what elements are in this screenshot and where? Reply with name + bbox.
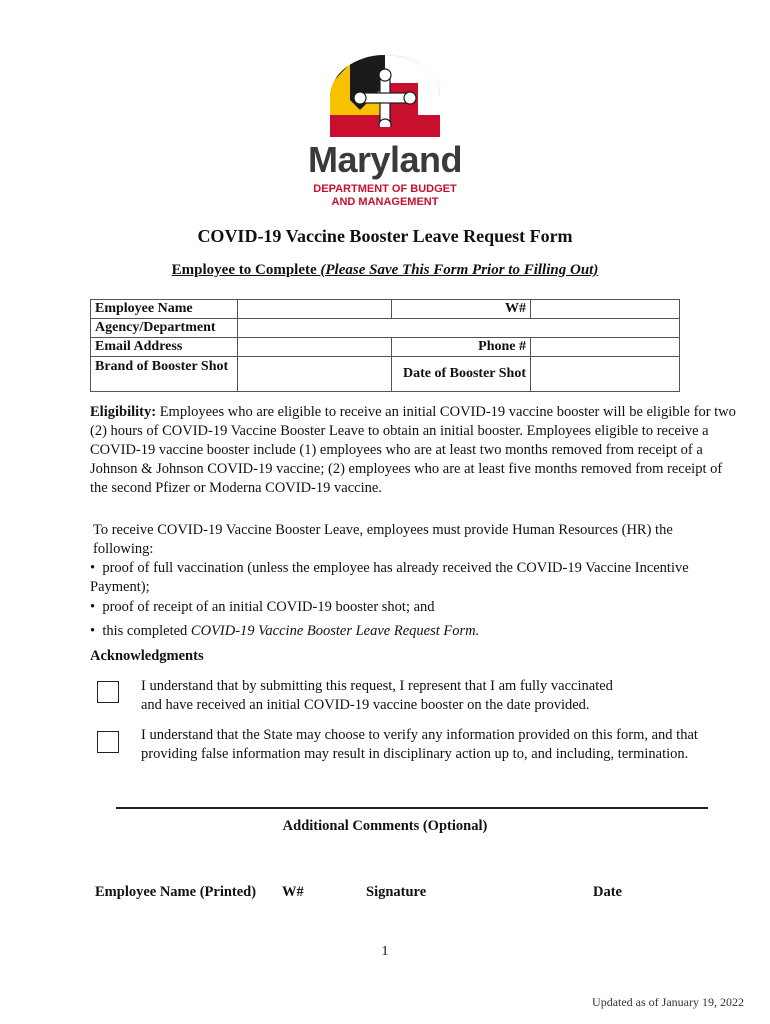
- requirements-section: [90, 521, 740, 641]
- agency-label: Agency/Department: [91, 319, 238, 338]
- logo-dept-line1: DEPARTMENT OF BUDGET: [313, 183, 457, 195]
- subtitle-main: Employee to Complete: [171, 262, 321, 278]
- employee-name-field[interactable]: [238, 300, 392, 319]
- bullet1-text: proof of full vaccination (unless the employee has already received the COVID-19 Vaccine Incentive: [102, 560, 689, 576]
- ack1-checkbox[interactable]: [97, 681, 119, 703]
- sig-signature-label: Signature: [366, 884, 427, 900]
- sig-employee-name-label: Employee Name (Printed): [95, 884, 257, 900]
- updated-date: Updated as of January 19, 2022: [592, 995, 744, 1009]
- ack2-line2: providing false information may result in disciplinary action up to, and including, termination.: [141, 746, 689, 762]
- maryland-logo: [290, 55, 480, 215]
- ack1-text: [141, 677, 741, 715]
- employee-name-label: Employee Name: [91, 300, 238, 319]
- list-item: [90, 559, 740, 578]
- bullet1-continuation: Payment);: [90, 579, 150, 595]
- table-row: [91, 357, 680, 392]
- table-row: [91, 319, 680, 338]
- bullet3-form-name: COVID-19 Vaccine Booster Leave Request Form.: [190, 623, 480, 639]
- sig-date-label: Date: [593, 884, 622, 900]
- logo-dept-line2: AND MANAGEMENT: [331, 196, 439, 208]
- w-number-label: W#: [392, 300, 531, 319]
- ack2-checkbox[interactable]: [97, 731, 119, 753]
- form-subtitle: [0, 262, 770, 279]
- requirements-intro-1: To receive COVID-19 Vaccine Booster Leave, employees must provide Human Resources (HR) the: [93, 522, 673, 538]
- eligibility-label: Eligibility:: [90, 404, 157, 420]
- comments-divider: [116, 807, 708, 809]
- table-row: [91, 338, 680, 357]
- bullet-icon: •: [90, 623, 96, 639]
- comments-label: Additional Comments (Optional): [282, 818, 488, 834]
- bullet-icon: •: [90, 560, 96, 576]
- eligibility-paragraph: [90, 403, 740, 498]
- brand-field[interactable]: [238, 357, 392, 392]
- ack1-line2: and have received an initial COVID-19 vaccine booster on the date provided.: [141, 697, 590, 713]
- bullet2-text: proof of receipt of an initial COVID-19 booster shot; and: [102, 599, 435, 615]
- table-row: [91, 300, 680, 319]
- w-number-field[interactable]: [531, 300, 680, 319]
- list-item: [90, 622, 740, 641]
- acknowledgments-title: Acknowledgments: [90, 648, 204, 664]
- ack1-line1: I understand that by submitting this request, I represent that I am fully vaccinated: [141, 678, 613, 694]
- agency-field[interactable]: [238, 319, 680, 338]
- subtitle-note: (Please Save This Form Prior to Filling Out): [320, 262, 599, 278]
- bullet3-prefix: this completed: [102, 623, 191, 639]
- email-label: Email Address: [91, 338, 238, 357]
- booster-date-field[interactable]: [531, 357, 680, 392]
- phone-label: Phone #: [392, 338, 531, 357]
- bullet-icon: •: [90, 599, 96, 615]
- eligibility-text: Employees who are eligible to receive an initial COVID-19 vaccine booster will be eligible for two (2) hours of COVID-19 Vaccine Booster Leave to obtain an initial booster. Employees eligible to receive a COVID-19 vaccine booster include (1) employees who are at least two months removed from receipt of a Johnson & Johnson COVID-19 vaccine; (2) employees who are at least five months removed from receipt of the second Pfizer or Moderna COVID-19 vaccine.: [90, 404, 736, 496]
- list-item: [90, 598, 740, 617]
- requirements-intro-2: following:: [93, 541, 154, 557]
- logo-wordmark: Maryland: [307, 139, 463, 180]
- ack2-line1: I understand that the State may choose to verify any information provided on this form, and that: [141, 727, 698, 743]
- email-field[interactable]: [238, 338, 392, 357]
- sig-w-number-label: W#: [282, 884, 304, 900]
- logo-department: [290, 183, 480, 209]
- page-number: 1: [381, 944, 389, 959]
- maryland-flag-emblem: [290, 55, 480, 139]
- ack2-text: [141, 726, 741, 764]
- form-title: COVID-19 Vaccine Booster Leave Request Form: [197, 226, 573, 246]
- booster-date-label: Date of Booster Shot: [392, 357, 531, 392]
- brand-label: Brand of Booster Shot: [91, 357, 238, 392]
- phone-field[interactable]: [531, 338, 680, 357]
- employee-info-table: [90, 299, 680, 392]
